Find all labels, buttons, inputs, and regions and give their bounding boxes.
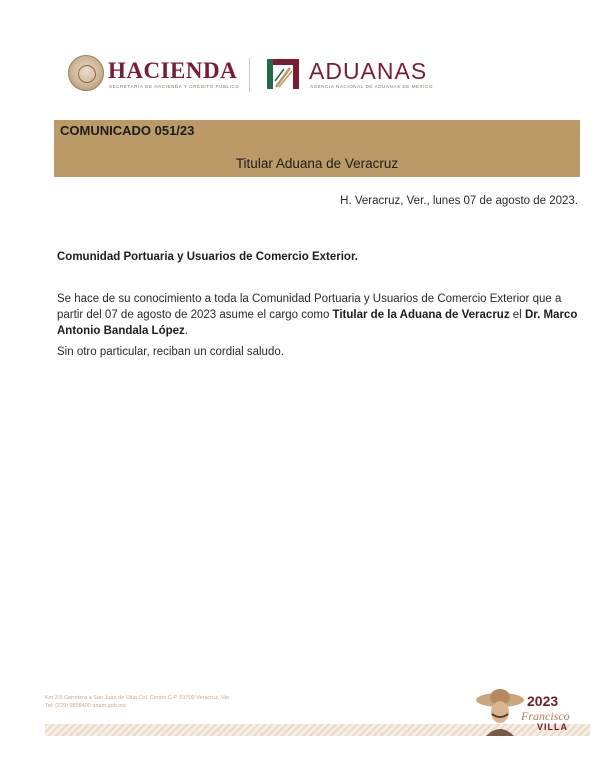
hacienda-subtitle: SECRETARÍA DE HACIENDA Y CRÉDITO PÚBLICO [109, 84, 240, 89]
aduanas-logo-icon [266, 57, 300, 91]
aduanas-title: ADUANAS [309, 58, 428, 84]
footer-address: Km 3.5 Carretera a San Juan de Ulúa Col. Centro C.P. 91700 Veracruz, Ver. [45, 695, 231, 701]
hacienda-title: HACIENDA [108, 58, 238, 83]
date-line: H. Veracruz, Ver., lunes 07 de agosto de 2023. [340, 195, 578, 207]
salutation: Comunidad Portuaria y Usuarios de Comercio Exterior. [57, 251, 358, 263]
body-paragraph [57, 291, 585, 339]
villa-year: 2023 [527, 693, 559, 709]
body-text-1: Se hace de su conocimiento a toda la Comunidad Portuaria y Usuarios de Comercio Exterior que a partir del 07 de agosto de 2023 asume el cargo como [57, 293, 562, 321]
header-divider [249, 58, 250, 92]
villa-portrait-icon [474, 686, 526, 738]
footer-contact: Tel: (229) 9898400 anam.gob.mx [45, 703, 126, 709]
body-text-2: el [509, 309, 525, 321]
villa-first-name: Francisco [521, 709, 570, 723]
body-bold-role: Titular de la Aduana de Veracruz [332, 309, 510, 321]
communique-subject: Titular Aduana de Veracruz [235, 156, 399, 171]
aduanas-subtitle: AGENCIA NACIONAL DE ADUANAS DE MÉXICO [310, 84, 434, 89]
body-text-3: . [184, 325, 188, 337]
closing-line: Sin otro particular, reciban un cordial saludo. [57, 346, 284, 358]
villa-last-name: VILLA [537, 722, 568, 732]
national-seal-icon [68, 55, 104, 91]
body-bold-name: Dr. Marco Antonio Bandala López [57, 309, 578, 337]
communique-code: COMUNICADO 051/23 [60, 123, 195, 138]
